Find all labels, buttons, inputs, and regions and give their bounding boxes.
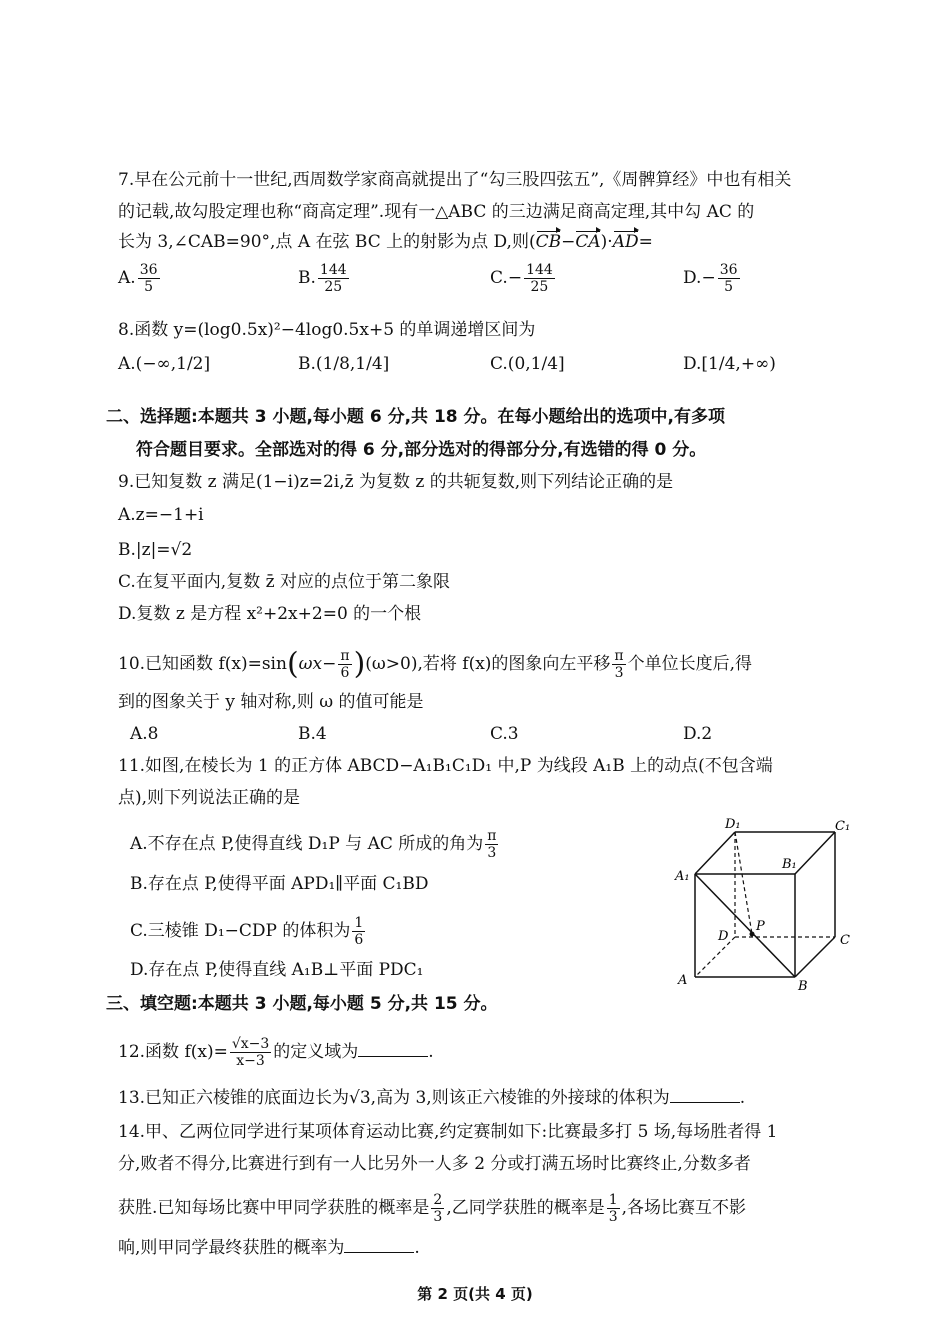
q7-option-c: C.− $\frac{144}{25}$ (490, 262, 553, 295)
q9-option-b: B.|z|=√2 (118, 540, 193, 560)
label-c1: C₁ (835, 819, 851, 834)
section2-heading: 二、选择题:本题共 3 小题,每小题 6 分,共 18 分。在每小题给出的选项中,有多项 (106, 407, 725, 427)
q7-option-b: B. $\frac{144}{25}$ (298, 262, 347, 295)
point-p (750, 932, 755, 937)
label-a1: A₁ (675, 869, 690, 884)
q11-option-c: C.三棱锥 D₁−CDP 的体积为 $\frac{1}{6}$ (130, 915, 364, 948)
q8-option-c: C.(0,1/4] (490, 354, 565, 374)
q8-stem: 8.函数 y=(log0.5x)²−4log0.5x+5 的单调递增区间为 (118, 320, 536, 340)
label-c: C (840, 933, 850, 948)
section2-heading-cont: 符合题目要求。全部选对的得 6 分,部分选对的得部分分,有选错的得 0 分。 (136, 440, 707, 460)
q11-line2: 点),则下列说法正确的是 (118, 788, 301, 808)
q11-option-b: B.存在点 P,使得平面 APD₁∥平面 C₁BD (130, 874, 429, 894)
q11-option-d: D.存在点 P,使得直线 A₁B⊥平面 PDC₁ (130, 960, 424, 980)
page-footer: 第 2 页(共 4 页) (417, 1285, 533, 1303)
q11-option-a: A.不存在点 P,使得直线 D₁P 与 AC 所成的角为 $\frac{\pi}{3}$ (130, 828, 497, 861)
q12-answer-blank[interactable] (358, 1042, 428, 1057)
q14-line4: 响,则甲同学最终获胜的概率为 . (118, 1238, 420, 1258)
q14-answer-blank[interactable] (344, 1238, 414, 1253)
q10-option-b: B.4 (298, 724, 327, 744)
q10-line1: 10.已知函数 f(x)=sin(ωx− $\frac{\pi}{6}$ )(ω>0),若将 f(x)的图象向左平移 $\frac{\pi}{3}$ 个单位长度后,得 (118, 646, 753, 682)
label-a: A (678, 973, 688, 988)
q13-answer-blank[interactable] (670, 1088, 740, 1103)
q7-line3: 长为 3,∠CAB=90°,点 A 在弦 BC 上的射影为点 D,则(CB−CA)·AD= (118, 232, 653, 252)
q8-option-d: D.[1/4,+∞) (683, 354, 776, 374)
label-d1: D₁ (725, 817, 741, 832)
q12: 12.函数 f(x)= $\frac{√x-3}{x-3}$ 的定义域为 . (118, 1036, 434, 1069)
q14-line1: 14.甲、乙两位同学进行某项体育运动比赛,约定赛制如下:比赛最多打 5 场,每场胜者得 1 (118, 1122, 778, 1142)
q11-line1: 11.如图,在棱长为 1 的正方体 ABCD−A₁B₁C₁D₁ 中,P 为线段 A₁B 上的动点(不包含端 (118, 756, 773, 776)
q7-option-a: A. $\frac{36}{5}$ (118, 262, 158, 295)
q9-option-d: D.复数 z 是方程 x²+2x+2=0 的一个根 (118, 604, 422, 624)
q10-option-c: C.3 (490, 724, 519, 744)
q9-stem: 9.已知复数 z 满足(1−i)z=2i,z̄ 为复数 z 的共轭复数,则下列结论正确的是 (118, 472, 674, 492)
q10-option-a: A.8 (130, 724, 159, 744)
cube-figure (670, 812, 870, 997)
q7-line1: 7.早在公元前十一世纪,西周数学家商高就提出了“勾三股四弦五”,《周髀算经》中也有相关 (118, 170, 792, 190)
q9-option-c: C.在复平面内,复数 z̄ 对应的点位于第二象限 (118, 572, 450, 592)
q10-option-d: D.2 (683, 724, 713, 744)
section3-heading: 三、填空题:本题共 3 小题,每小题 5 分,共 15 分。 (106, 994, 498, 1014)
label-b: B (798, 979, 808, 994)
label-p: P (756, 919, 765, 934)
q9-option-a: A.z=−1+i (118, 505, 204, 525)
label-d: D (718, 929, 729, 944)
q7-option-d: D.− $\frac{36}{5}$ (683, 262, 738, 295)
q8-option-b: B.(1/8,1/4] (298, 354, 390, 374)
label-b1: B₁ (782, 857, 797, 872)
q7-line2: 的记载,故勾股定理也称“商高定理”.现有一△ABC 的三边满足商高定理,其中勾 AC 的 (118, 202, 755, 222)
q13: 13.已知正六棱锥的底面边长为√3,高为 3,则该正六棱锥的外接球的体积为 . (118, 1088, 746, 1108)
q8-option-a: A.(−∞,1/2] (118, 354, 211, 374)
q14-line3: 获胜.已知每场比赛中甲同学获胜的概率是 $\frac{2}{3}$ ,乙同学获胜的概率是 $\frac{1}{3}$ ,各场比赛互不影 (118, 1192, 747, 1225)
q10-line2: 到的图象关于 y 轴对称,则 ω 的值可能是 (118, 692, 424, 712)
q14-line2: 分,败者不得分,比赛进行到有一人比另外一人多 2 分或打满五场时比赛终止,分数多者 (118, 1154, 751, 1174)
